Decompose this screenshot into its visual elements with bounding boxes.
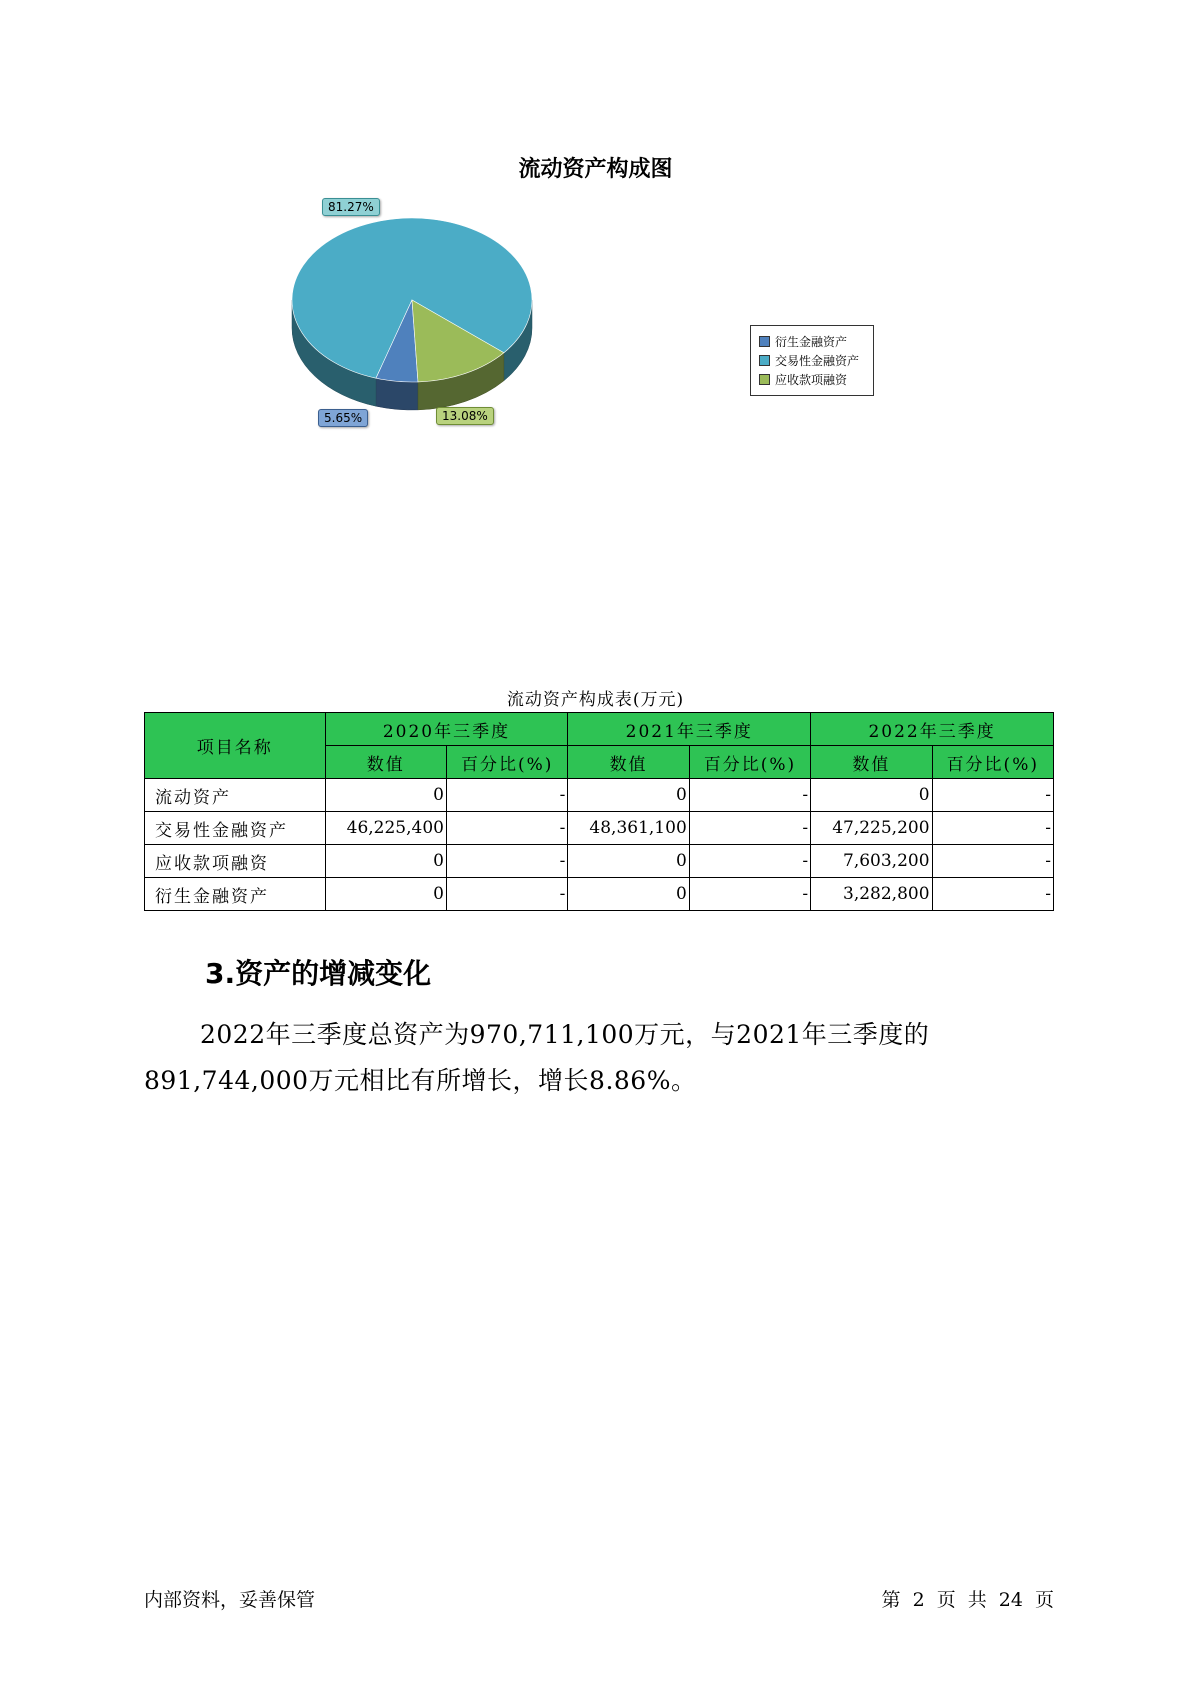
legend-item bbox=[759, 332, 865, 351]
header-value: 数值 bbox=[568, 746, 689, 779]
pie-data-label: 5.65% bbox=[318, 409, 368, 427]
header-value: 数值 bbox=[325, 746, 446, 779]
chart-title: 流动资产构成图 bbox=[518, 157, 673, 182]
cell-percent: - bbox=[446, 812, 567, 845]
cell-value: 0 bbox=[811, 779, 932, 812]
current-assets-table bbox=[144, 712, 1054, 911]
header-item-name: 项目名称 bbox=[145, 713, 326, 779]
cell-percent: - bbox=[932, 878, 1053, 911]
legend-label: 交易性金融资产 bbox=[775, 354, 860, 368]
cell-percent: - bbox=[689, 878, 810, 911]
pie-side-0 bbox=[376, 378, 418, 410]
cell-value: 47,225,200 bbox=[811, 812, 932, 845]
row-name: 流动资产 bbox=[145, 779, 326, 812]
cell-percent: - bbox=[932, 845, 1053, 878]
header-percent: 百分比(%) bbox=[932, 746, 1053, 779]
cell-percent: - bbox=[446, 779, 567, 812]
table-row bbox=[145, 878, 1054, 911]
table-caption: 流动资产构成表(万元) bbox=[506, 690, 685, 710]
cell-value: 3,282,800 bbox=[811, 878, 932, 911]
header-percent: 百分比(%) bbox=[446, 746, 567, 779]
pie-data-label: 13.08% bbox=[436, 407, 494, 425]
cell-percent: - bbox=[689, 812, 810, 845]
header-value: 数值 bbox=[811, 746, 932, 779]
cell-percent: - bbox=[932, 779, 1053, 812]
header-period: 2020年三季度 bbox=[325, 713, 568, 746]
cell-percent: - bbox=[689, 845, 810, 878]
cell-percent: - bbox=[446, 845, 567, 878]
pie-data-label: 81.27% bbox=[322, 198, 380, 216]
header-period: 2021年三季度 bbox=[568, 713, 811, 746]
table-row bbox=[145, 779, 1054, 812]
chart-legend bbox=[750, 325, 874, 396]
legend-label: 衍生金融资产 bbox=[775, 335, 848, 349]
cell-percent: - bbox=[932, 812, 1053, 845]
cell-value: 0 bbox=[325, 845, 446, 878]
header-period: 2022年三季度 bbox=[811, 713, 1054, 746]
cell-value: 0 bbox=[568, 845, 689, 878]
legend-swatch bbox=[759, 374, 770, 385]
row-name: 衍生金融资产 bbox=[145, 878, 326, 911]
cell-value: 46,225,400 bbox=[325, 812, 446, 845]
legend-swatch bbox=[759, 355, 770, 366]
legend-label: 应收款项融资 bbox=[775, 373, 848, 387]
section-heading: 3.资产的增减变化 bbox=[205, 957, 432, 990]
row-name: 交易性金融资产 bbox=[145, 812, 326, 845]
cell-value: 7,603,200 bbox=[811, 845, 932, 878]
legend-item bbox=[759, 370, 865, 389]
legend-item bbox=[759, 351, 865, 370]
table-row bbox=[145, 812, 1054, 845]
cell-percent: - bbox=[689, 779, 810, 812]
header-percent: 百分比(%) bbox=[689, 746, 810, 779]
cell-value: 0 bbox=[568, 878, 689, 911]
cell-value: 0 bbox=[568, 779, 689, 812]
footer-confidential: 内部资料，妥善保管 bbox=[144, 1589, 316, 1611]
cell-percent: - bbox=[446, 878, 567, 911]
cell-value: 0 bbox=[325, 779, 446, 812]
table-row bbox=[145, 845, 1054, 878]
row-name: 应收款项融资 bbox=[145, 845, 326, 878]
cell-value: 0 bbox=[325, 878, 446, 911]
body-paragraph: 2022年三季度总资产为970,711,100万元，与2021年三季度的891,744,000万元相比有所增长，增长8.86%。 bbox=[144, 1020, 930, 1095]
cell-value: 48,361,100 bbox=[568, 812, 689, 845]
footer-page-number: 第 2 页 共 24 页 bbox=[881, 1589, 1054, 1611]
legend-swatch bbox=[759, 336, 770, 347]
